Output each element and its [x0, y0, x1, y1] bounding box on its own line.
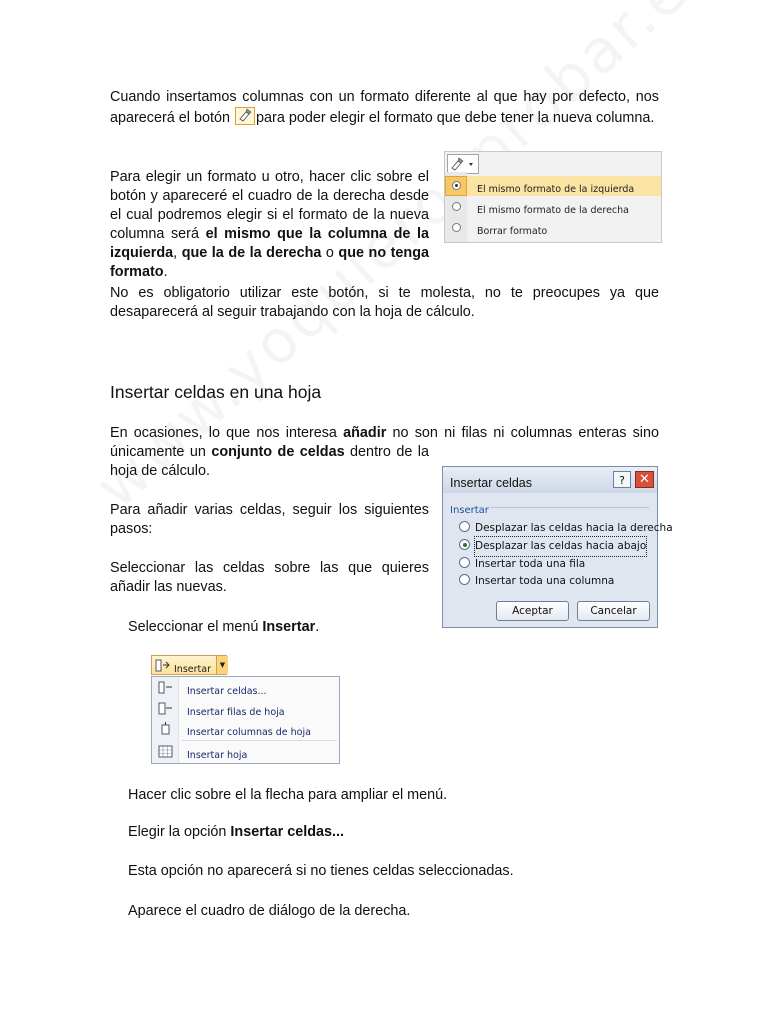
format-options-panel: [444, 151, 662, 243]
option-label: Insertar toda una columna: [475, 575, 615, 587]
bold-insertar-celdas: Insertar celdas...: [230, 824, 344, 840]
insert-cells-dialog: [442, 466, 673, 628]
insert-sheet-icon: [158, 745, 173, 758]
option-label: Desplazar las celdas hacia abajo: [475, 537, 646, 556]
step-4: Esta opción no aparecerá si no tienes celdas seleccionadas.: [128, 863, 514, 879]
step-1: [128, 618, 319, 637]
menu-item-label: Insertar celdas...: [187, 686, 267, 697]
section-paragraph-1: [110, 424, 659, 443]
format-option-label: El mismo formato de la derecha: [477, 205, 629, 216]
dialog-title: Insertar celdas: [450, 476, 532, 490]
menu-item-insert-rows[interactable]: [152, 699, 339, 719]
insert-cells-icon: [155, 659, 171, 672]
step-5: Aparece el cuadro de diálogo de la derecha.: [128, 903, 411, 919]
intro-text-1a: Cuando insertamos columnas con un formato diferente al que hay por defecto, nos aparecerá el botón: [110, 89, 659, 126]
group-divider: [491, 507, 649, 508]
intro-bold-left: el mismo que la columna de la izquierda: [110, 226, 429, 261]
option-label: Insertar toda una fila: [475, 558, 586, 570]
insert-menu-button[interactable]: [151, 655, 227, 675]
menu-separator: [182, 740, 337, 741]
help-button[interactable]: ?: [613, 471, 631, 488]
dialog-group-label: Insertar: [450, 505, 489, 516]
sep: .: [163, 264, 168, 280]
section-line-1: [110, 424, 659, 443]
insert-columns-icon: [158, 722, 173, 735]
text: no son ni filas ni columnas enteras sino: [386, 425, 659, 441]
paint-format-button[interactable]: [235, 107, 255, 125]
bold-anadir: añadir: [343, 425, 387, 441]
insert-menu-list: [151, 676, 340, 764]
sep: ,: [173, 245, 182, 261]
option-label: Desplazar las celdas hacia la derecha: [475, 522, 673, 534]
section-paragraph-3: Seleccionar las celdas sobre las que quieres añadir las nuevas.: [110, 560, 429, 595]
intro-bold-right: que la de la derecha: [181, 245, 322, 261]
text: En ocasiones, lo que nos interesa: [110, 425, 344, 441]
radio-icon: [459, 574, 470, 585]
radio-icon: [452, 181, 461, 190]
menu-button-label: Insertar: [174, 664, 211, 675]
text: Seleccionar el menú: [128, 619, 263, 635]
radio-icon: [452, 202, 461, 211]
chevron-down-icon[interactable]: ▼: [216, 656, 228, 674]
cancel-button[interactable]: Cancelar: [577, 601, 650, 621]
radio-icon: [459, 539, 470, 550]
format-option-label: Borrar formato: [477, 226, 548, 237]
radio-icon: [452, 223, 461, 232]
intro-text-2a: Para elegir un formato u otro, hacer clic sobre el botón y apareceré el cuadro de la derecha desde el cual podremos elegir si el formato de la nueva columna será: [110, 169, 429, 242]
insert-rows-icon: [158, 702, 173, 715]
intro-paragraph-3: No es obligatorio utilizar este botón, si te molesta, no te preocupes ya que desaparecerá al seguir trabajando con la hoja de cálculo.: [110, 285, 659, 320]
insert-menu: [151, 655, 341, 765]
step-3: [128, 823, 344, 842]
menu-item-label: Insertar filas de hoja: [187, 707, 285, 718]
format-option-label: El mismo formato de la izquierda: [477, 184, 635, 195]
text: Elegir la opción: [128, 824, 231, 840]
insert-cells-icon: [158, 681, 173, 694]
menu-item-insert-sheet[interactable]: [152, 742, 339, 762]
sep: o: [321, 245, 339, 261]
ok-button[interactable]: Aceptar: [496, 601, 569, 621]
paint-format-dropdown[interactable]: [447, 154, 479, 174]
bold-insertar: Insertar: [262, 619, 316, 635]
menu-item-label: Insertar hoja: [187, 750, 248, 761]
radio-icon: [459, 557, 470, 568]
intro-paragraph-2a: [110, 168, 429, 282]
section-paragraph-1-cont: únicamente un conjunto de celdas dentro de la hoja de cálculo.: [110, 444, 429, 479]
bold-conjunto: conjunto de celdas: [211, 444, 345, 460]
menu-item-insert-columns[interactable]: [152, 719, 339, 739]
close-button[interactable]: ✕: [635, 471, 654, 488]
radio-icon: [459, 521, 470, 532]
intro-paragraph-1: [110, 88, 659, 128]
text: .: [315, 619, 320, 635]
menu-item-insert-cells[interactable]: [152, 678, 339, 698]
intro-text-1b: para poder elegir el formato que debe tener la nueva columna.: [256, 110, 655, 126]
intro-bold-none: que no tenga formato: [110, 245, 430, 280]
section-heading: Insertar celdas en una hoja: [110, 382, 322, 402]
section-paragraph-2: Para añadir varias celdas, seguir los siguientes pasos:: [110, 502, 429, 537]
menu-item-label: Insertar columnas de hoja: [187, 727, 311, 738]
format-option-clear[interactable]: [445, 218, 661, 238]
step-2: Hacer clic sobre el la flecha para ampliar el menú.: [128, 787, 448, 803]
format-option-left[interactable]: [445, 176, 661, 196]
dialog-titlebar: [443, 467, 657, 493]
format-option-right[interactable]: [445, 197, 661, 217]
